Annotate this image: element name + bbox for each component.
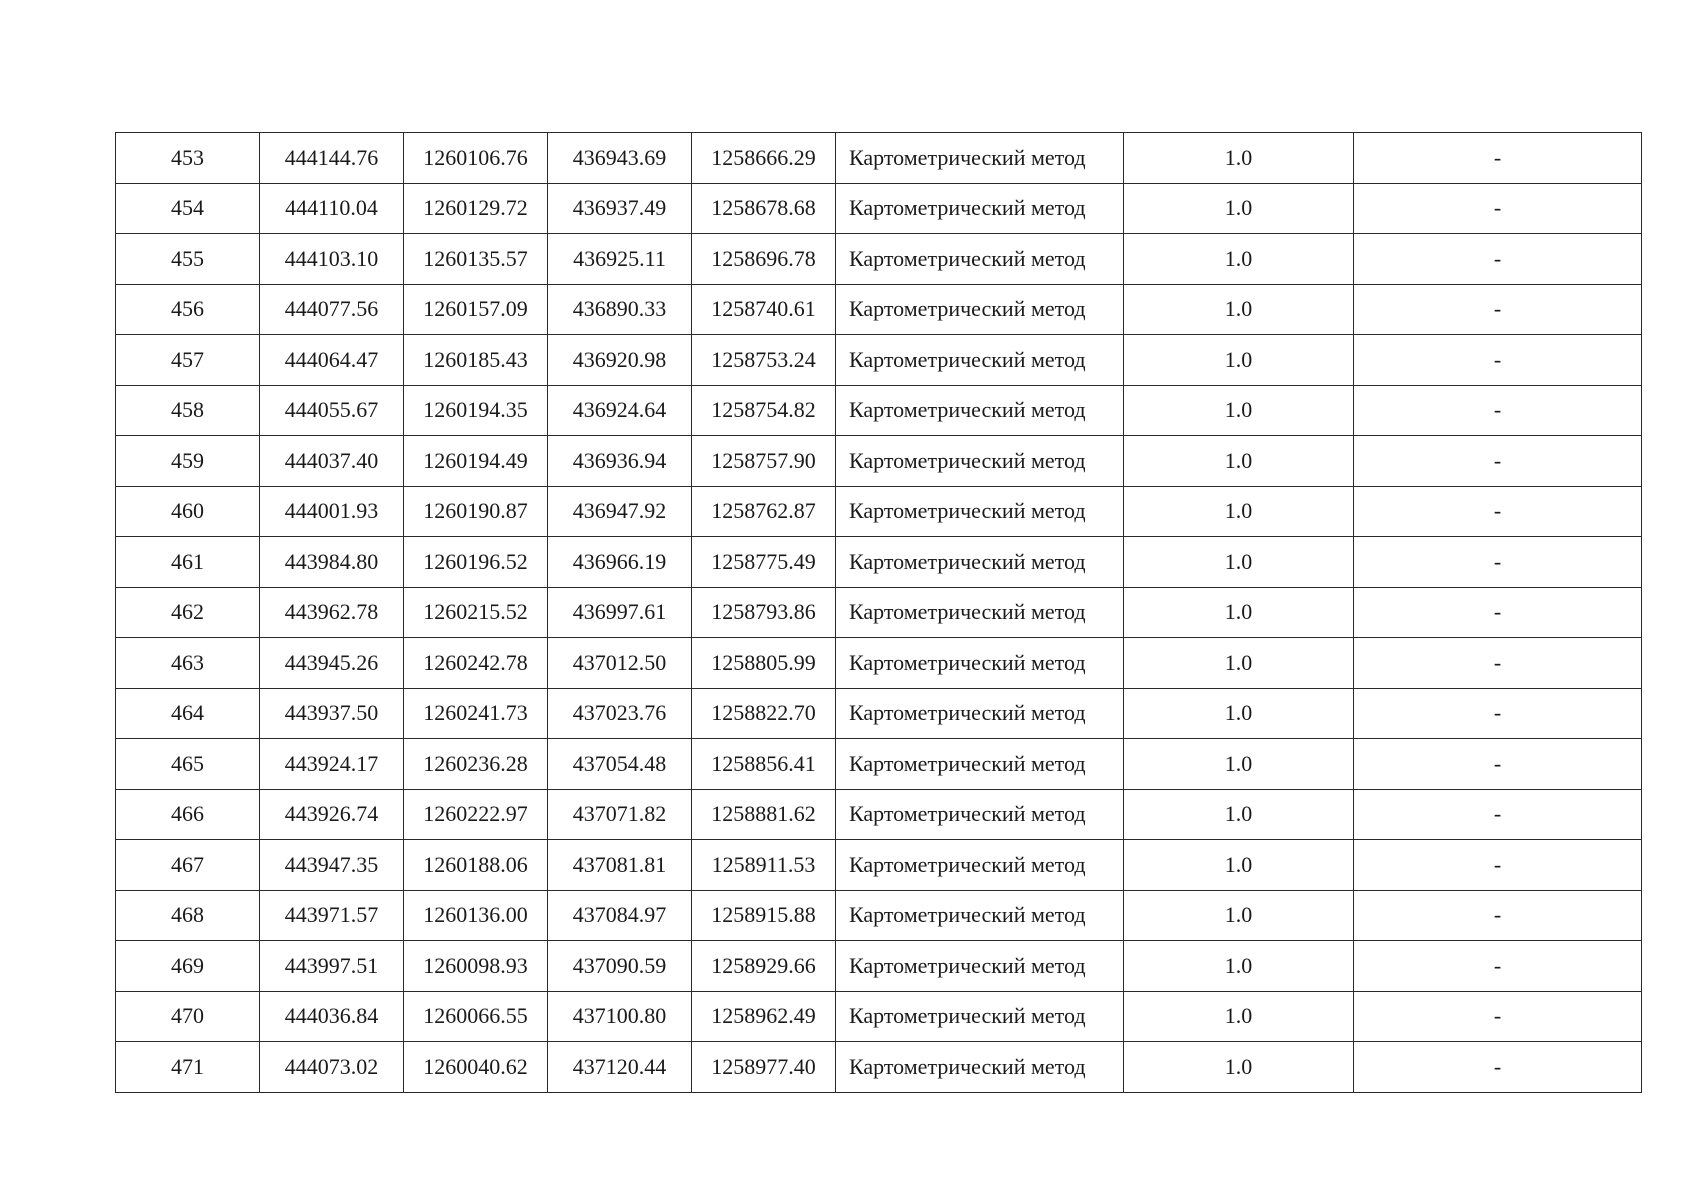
- point-number-cell: 459: [116, 436, 260, 487]
- point-number-cell: 461: [116, 537, 260, 588]
- method-cell: Картометрический метод: [836, 941, 1124, 992]
- x-existing-cell: 443997.51: [260, 941, 404, 992]
- method-cell: Картометрический метод: [836, 840, 1124, 891]
- point-number-cell: 463: [116, 638, 260, 689]
- point-number-cell: 456: [116, 284, 260, 335]
- x-refined-cell: 437012.50: [548, 638, 692, 689]
- note-cell: -: [1354, 688, 1642, 739]
- x-existing-cell: 443962.78: [260, 587, 404, 638]
- note-cell: -: [1354, 183, 1642, 234]
- y-refined-cell: 1258911.53: [692, 840, 836, 891]
- note-cell: -: [1354, 840, 1642, 891]
- point-number-cell: 468: [116, 890, 260, 941]
- method-cell: Картометрический метод: [836, 335, 1124, 386]
- point-number-cell: 465: [116, 739, 260, 790]
- table-row: [116, 739, 1642, 790]
- point-number-cell: 460: [116, 486, 260, 537]
- y-refined-cell: 1258929.66: [692, 941, 836, 992]
- method-cell: Картометрический метод: [836, 537, 1124, 588]
- note-cell: -: [1354, 890, 1642, 941]
- note-cell: -: [1354, 1042, 1642, 1093]
- y-existing-cell: 1260136.00: [404, 890, 548, 941]
- accuracy-cell: 1.0: [1124, 1042, 1354, 1093]
- note-cell: -: [1354, 537, 1642, 588]
- method-cell: Картометрический метод: [836, 789, 1124, 840]
- x-refined-cell: 437081.81: [548, 840, 692, 891]
- y-refined-cell: 1258740.61: [692, 284, 836, 335]
- note-cell: -: [1354, 941, 1642, 992]
- method-cell: Картометрический метод: [836, 284, 1124, 335]
- table-row: [116, 183, 1642, 234]
- y-existing-cell: 1260066.55: [404, 991, 548, 1042]
- table-row: [116, 486, 1642, 537]
- point-number-cell: 471: [116, 1042, 260, 1093]
- note-cell: -: [1354, 436, 1642, 487]
- y-existing-cell: 1260242.78: [404, 638, 548, 689]
- y-existing-cell: 1260157.09: [404, 284, 548, 335]
- accuracy-cell: 1.0: [1124, 335, 1354, 386]
- y-existing-cell: 1260190.87: [404, 486, 548, 537]
- x-existing-cell: 444036.84: [260, 991, 404, 1042]
- y-refined-cell: 1258678.68: [692, 183, 836, 234]
- accuracy-cell: 1.0: [1124, 133, 1354, 184]
- x-refined-cell: 437054.48: [548, 739, 692, 790]
- method-cell: Картометрический метод: [836, 688, 1124, 739]
- x-existing-cell: 443937.50: [260, 688, 404, 739]
- x-refined-cell: 436947.92: [548, 486, 692, 537]
- y-refined-cell: 1258915.88: [692, 890, 836, 941]
- y-refined-cell: 1258775.49: [692, 537, 836, 588]
- point-number-cell: 469: [116, 941, 260, 992]
- point-number-cell: 455: [116, 234, 260, 285]
- table-row: [116, 385, 1642, 436]
- y-refined-cell: 1258856.41: [692, 739, 836, 790]
- method-cell: Картометрический метод: [836, 486, 1124, 537]
- table-row: [116, 840, 1642, 891]
- y-existing-cell: 1260135.57: [404, 234, 548, 285]
- x-existing-cell: 444064.47: [260, 335, 404, 386]
- y-existing-cell: 1260185.43: [404, 335, 548, 386]
- coordinates-table: [115, 132, 1642, 1093]
- accuracy-cell: 1.0: [1124, 537, 1354, 588]
- point-number-cell: 466: [116, 789, 260, 840]
- y-refined-cell: 1258696.78: [692, 234, 836, 285]
- table-row: [116, 234, 1642, 285]
- accuracy-cell: 1.0: [1124, 234, 1354, 285]
- x-existing-cell: 444055.67: [260, 385, 404, 436]
- note-cell: -: [1354, 638, 1642, 689]
- y-existing-cell: 1260215.52: [404, 587, 548, 638]
- method-cell: Картометрический метод: [836, 739, 1124, 790]
- accuracy-cell: 1.0: [1124, 688, 1354, 739]
- y-refined-cell: 1258822.70: [692, 688, 836, 739]
- method-cell: Картометрический метод: [836, 638, 1124, 689]
- y-existing-cell: 1260196.52: [404, 537, 548, 588]
- note-cell: -: [1354, 284, 1642, 335]
- x-refined-cell: 437120.44: [548, 1042, 692, 1093]
- y-refined-cell: 1258805.99: [692, 638, 836, 689]
- accuracy-cell: 1.0: [1124, 587, 1354, 638]
- x-existing-cell: 443926.74: [260, 789, 404, 840]
- note-cell: -: [1354, 234, 1642, 285]
- accuracy-cell: 1.0: [1124, 183, 1354, 234]
- y-existing-cell: 1260106.76: [404, 133, 548, 184]
- x-refined-cell: 437084.97: [548, 890, 692, 941]
- accuracy-cell: 1.0: [1124, 486, 1354, 537]
- note-cell: -: [1354, 789, 1642, 840]
- accuracy-cell: 1.0: [1124, 991, 1354, 1042]
- method-cell: Картометрический метод: [836, 436, 1124, 487]
- point-number-cell: 453: [116, 133, 260, 184]
- point-number-cell: 462: [116, 587, 260, 638]
- y-refined-cell: 1258793.86: [692, 587, 836, 638]
- accuracy-cell: 1.0: [1124, 638, 1354, 689]
- x-refined-cell: 436943.69: [548, 133, 692, 184]
- x-existing-cell: 443984.80: [260, 537, 404, 588]
- method-cell: Картометрический метод: [836, 991, 1124, 1042]
- note-cell: -: [1354, 739, 1642, 790]
- y-refined-cell: 1258666.29: [692, 133, 836, 184]
- method-cell: Картометрический метод: [836, 587, 1124, 638]
- y-refined-cell: 1258977.40: [692, 1042, 836, 1093]
- y-existing-cell: 1260222.97: [404, 789, 548, 840]
- x-refined-cell: 437100.80: [548, 991, 692, 1042]
- table-row: [116, 991, 1642, 1042]
- accuracy-cell: 1.0: [1124, 436, 1354, 487]
- y-existing-cell: 1260040.62: [404, 1042, 548, 1093]
- y-refined-cell: 1258753.24: [692, 335, 836, 386]
- method-cell: Картометрический метод: [836, 1042, 1124, 1093]
- note-cell: -: [1354, 133, 1642, 184]
- table-row: [116, 133, 1642, 184]
- point-number-cell: 457: [116, 335, 260, 386]
- table-row: [116, 638, 1642, 689]
- method-cell: Картометрический метод: [836, 133, 1124, 184]
- method-cell: Картометрический метод: [836, 890, 1124, 941]
- accuracy-cell: 1.0: [1124, 890, 1354, 941]
- accuracy-cell: 1.0: [1124, 284, 1354, 335]
- x-refined-cell: 436936.94: [548, 436, 692, 487]
- note-cell: -: [1354, 385, 1642, 436]
- y-existing-cell: 1260129.72: [404, 183, 548, 234]
- note-cell: -: [1354, 486, 1642, 537]
- x-refined-cell: 436997.61: [548, 587, 692, 638]
- table-row: [116, 789, 1642, 840]
- table-row: [116, 688, 1642, 739]
- method-cell: Картометрический метод: [836, 183, 1124, 234]
- x-refined-cell: 436925.11: [548, 234, 692, 285]
- x-existing-cell: 444077.56: [260, 284, 404, 335]
- x-refined-cell: 437023.76: [548, 688, 692, 739]
- table-body: [116, 133, 1642, 1093]
- accuracy-cell: 1.0: [1124, 789, 1354, 840]
- accuracy-cell: 1.0: [1124, 385, 1354, 436]
- x-refined-cell: 437090.59: [548, 941, 692, 992]
- x-refined-cell: 437071.82: [548, 789, 692, 840]
- x-refined-cell: 436920.98: [548, 335, 692, 386]
- accuracy-cell: 1.0: [1124, 739, 1354, 790]
- x-existing-cell: 443971.57: [260, 890, 404, 941]
- x-refined-cell: 436924.64: [548, 385, 692, 436]
- y-existing-cell: 1260241.73: [404, 688, 548, 739]
- y-existing-cell: 1260098.93: [404, 941, 548, 992]
- y-existing-cell: 1260194.49: [404, 436, 548, 487]
- method-cell: Картометрический метод: [836, 234, 1124, 285]
- table-row: [116, 587, 1642, 638]
- x-existing-cell: 444110.04: [260, 183, 404, 234]
- accuracy-cell: 1.0: [1124, 941, 1354, 992]
- x-refined-cell: 436890.33: [548, 284, 692, 335]
- x-existing-cell: 443947.35: [260, 840, 404, 891]
- x-existing-cell: 444073.02: [260, 1042, 404, 1093]
- accuracy-cell: 1.0: [1124, 840, 1354, 891]
- point-number-cell: 467: [116, 840, 260, 891]
- x-existing-cell: 443924.17: [260, 739, 404, 790]
- y-refined-cell: 1258757.90: [692, 436, 836, 487]
- y-refined-cell: 1258754.82: [692, 385, 836, 436]
- y-refined-cell: 1258881.62: [692, 789, 836, 840]
- note-cell: -: [1354, 991, 1642, 1042]
- y-refined-cell: 1258762.87: [692, 486, 836, 537]
- table-row: [116, 537, 1642, 588]
- table-row: [116, 941, 1642, 992]
- point-number-cell: 464: [116, 688, 260, 739]
- table-row: [116, 335, 1642, 386]
- note-cell: -: [1354, 587, 1642, 638]
- y-existing-cell: 1260236.28: [404, 739, 548, 790]
- note-cell: -: [1354, 335, 1642, 386]
- point-number-cell: 454: [116, 183, 260, 234]
- y-existing-cell: 1260194.35: [404, 385, 548, 436]
- x-existing-cell: 444144.76: [260, 133, 404, 184]
- x-existing-cell: 444001.93: [260, 486, 404, 537]
- point-number-cell: 458: [116, 385, 260, 436]
- y-refined-cell: 1258962.49: [692, 991, 836, 1042]
- x-existing-cell: 444037.40: [260, 436, 404, 487]
- x-refined-cell: 436937.49: [548, 183, 692, 234]
- point-number-cell: 470: [116, 991, 260, 1042]
- table-row: [116, 284, 1642, 335]
- table-row: [116, 890, 1642, 941]
- y-existing-cell: 1260188.06: [404, 840, 548, 891]
- x-refined-cell: 436966.19: [548, 537, 692, 588]
- table-row: [116, 436, 1642, 487]
- method-cell: Картометрический метод: [836, 385, 1124, 436]
- x-existing-cell: 444103.10: [260, 234, 404, 285]
- x-existing-cell: 443945.26: [260, 638, 404, 689]
- table-row: [116, 1042, 1642, 1093]
